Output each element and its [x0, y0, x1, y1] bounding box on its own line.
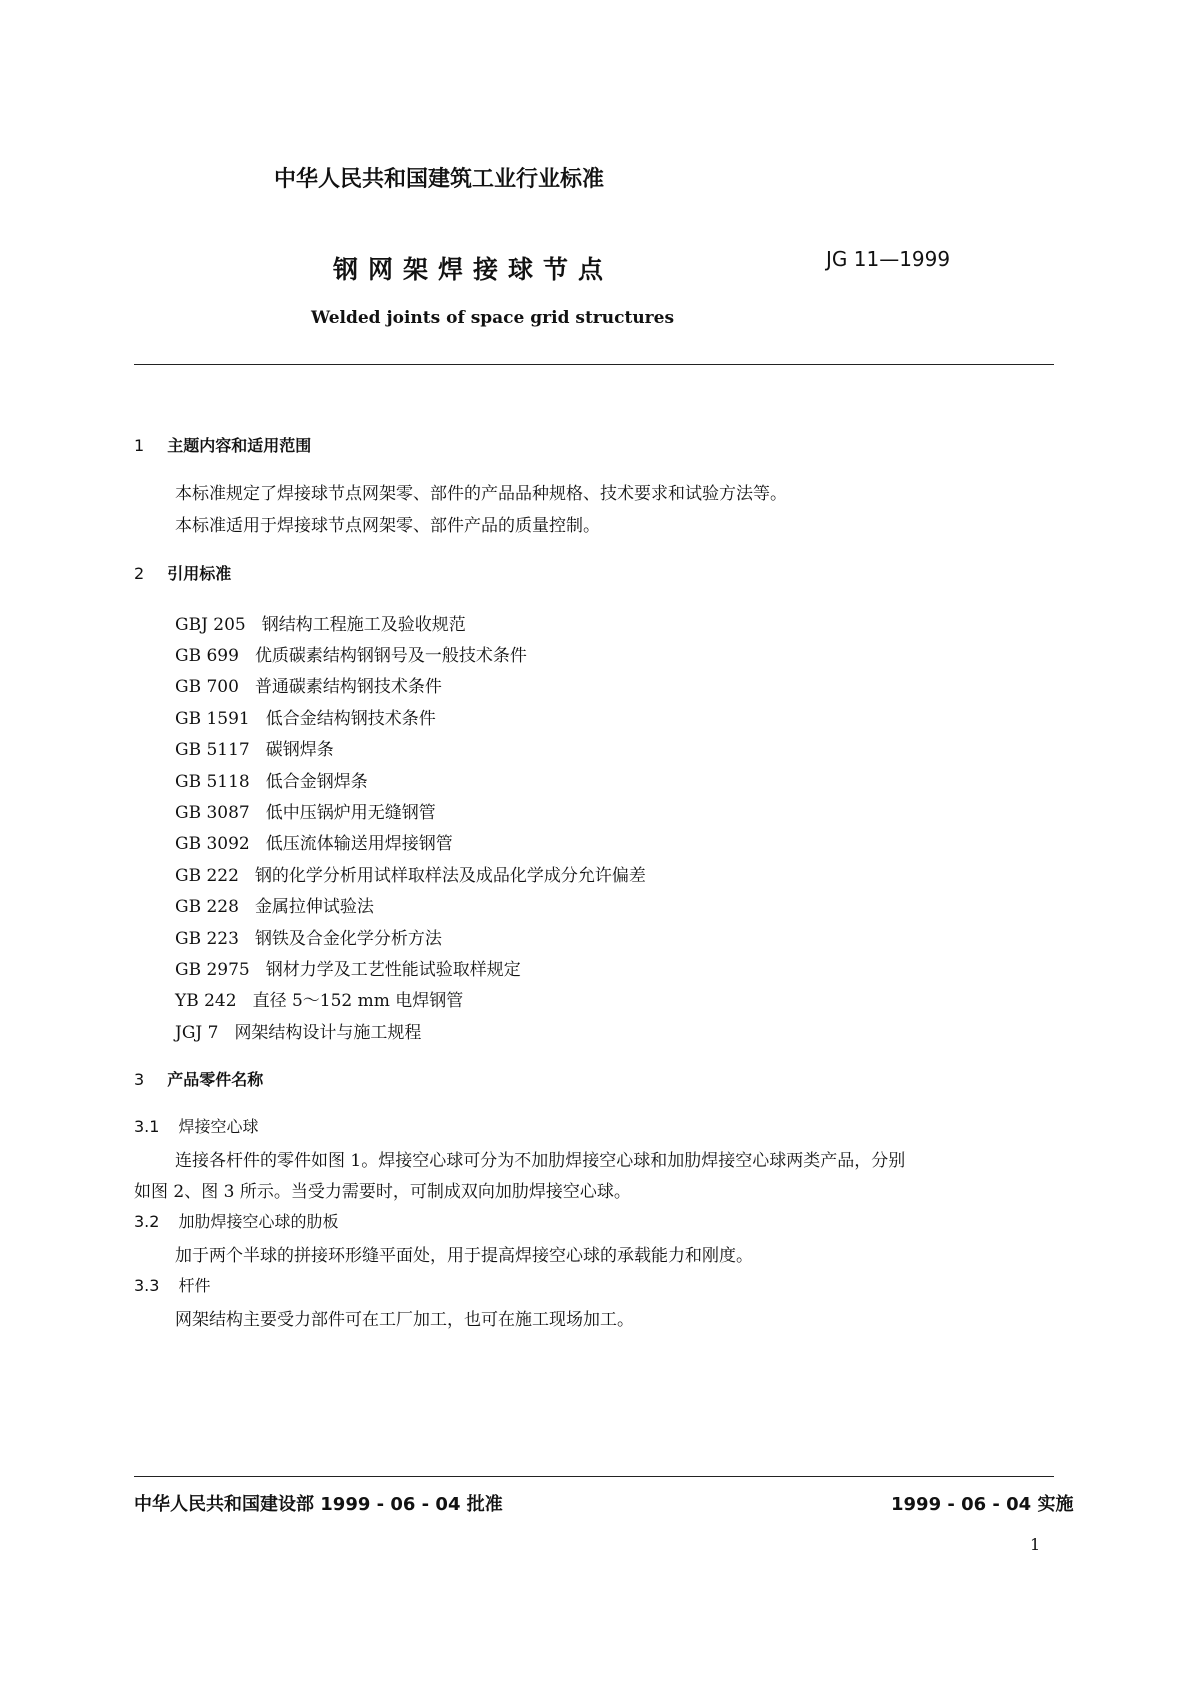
reference-item: [175, 735, 334, 760]
reference-code: YB 242: [175, 991, 237, 1011]
reference-title: 低压流体输送用焊接钢管: [265, 834, 453, 854]
reference-item: [175, 829, 453, 854]
section-1-title: 主题内容和适用范围: [167, 436, 312, 455]
section-2-title: 引用标准: [167, 564, 232, 583]
page-number: 1: [1030, 1535, 1041, 1554]
reference-title: 优质碳素结构钢钢号及一般技术条件: [254, 646, 527, 666]
reference-title: 直径 5～152 mm 电焊钢管: [252, 991, 464, 1011]
section-3-title: 产品零件名称: [167, 1070, 264, 1089]
section-1-paragraph-1: 本标准规定了焊接球节点网架零、部件的产品品种规格、技术要求和试验方法等。: [175, 484, 787, 504]
reference-code: GB 1591: [175, 709, 250, 729]
reference-item: [175, 924, 442, 949]
reference-title: 金属拉伸试验法: [254, 897, 374, 917]
reference-code: GB 700: [175, 677, 239, 697]
reference-item: [175, 1018, 421, 1043]
reference-code: GBJ 205: [175, 615, 246, 635]
footer-rule: [134, 1476, 1054, 1477]
section-3-number: 3: [134, 1070, 145, 1089]
reference-item: [175, 767, 368, 792]
reference-title: 钢铁及合金化学分析方法: [254, 929, 442, 949]
subsection-3-1-paragraph-2: 如图 2、图 3 所示。当受力需要时，可制成双向加肋焊接空心球。: [134, 1182, 631, 1202]
section-3-heading: [134, 1067, 263, 1090]
reference-item: [175, 672, 442, 697]
reference-code: GB 3087: [175, 803, 250, 823]
reference-title: 低合金钢焊条: [265, 772, 368, 792]
reference-item: [175, 892, 374, 917]
reference-code: GB 5117: [175, 740, 250, 760]
approval-line: 中华人民共和国建设部 1999 - 06 - 04 批准: [134, 1494, 503, 1515]
subsection-3-2-number: 3.2: [134, 1212, 160, 1231]
reference-code: GB 228: [175, 897, 239, 917]
subsection-3-1-heading: [134, 1114, 259, 1137]
subsection-3-2-title: 加肋焊接空心球的肋板: [178, 1212, 339, 1231]
reference-title: 低中压锅炉用无缝钢管: [265, 803, 436, 823]
subsection-3-2-paragraph: 加于两个半球的拼接环形缝平面处，用于提高焊接空心球的承载能力和刚度。: [175, 1246, 753, 1266]
effective-date: 1999 - 06 - 04 实施: [891, 1494, 1074, 1515]
reference-item: [175, 986, 463, 1011]
subsection-3-3-number: 3.3: [134, 1276, 160, 1295]
english-title: Welded joints of space grid structures: [311, 308, 675, 328]
section-2-number: 2: [134, 564, 145, 583]
reference-item: [175, 704, 436, 729]
reference-code: GB 5118: [175, 772, 250, 792]
header-rule: [134, 364, 1054, 365]
section-1-number: 1: [134, 436, 145, 455]
subsection-3-3-title: 杆件: [178, 1276, 211, 1295]
subsection-3-1-paragraph-1: 连接各杆件的零件如图 1。焊接空心球可分为不加肋焊接空心球和加肋焊接空心球两类产品，分别: [175, 1151, 906, 1171]
subsection-3-2-heading: [134, 1209, 339, 1232]
section-2-heading: [134, 561, 231, 584]
reference-code: JGJ 7: [175, 1023, 219, 1043]
issuer-heading: 中华人民共和国建筑工业行业标准: [274, 167, 605, 192]
reference-item: [175, 861, 646, 886]
reference-title: 网架结构设计与施工规程: [234, 1023, 422, 1043]
reference-title: 钢结构工程施工及验收规范: [261, 615, 466, 635]
reference-title: 钢材力学及工艺性能试验取样规定: [265, 960, 521, 980]
subsection-3-1-title: 焊接空心球: [178, 1117, 259, 1136]
reference-code: GB 222: [175, 866, 239, 886]
standard-code: JG 11—1999: [826, 247, 951, 271]
reference-code: GB 699: [175, 646, 239, 666]
document-title: 钢网架焊接球节点: [333, 255, 614, 284]
reference-title: 碳钢焊条: [265, 740, 334, 760]
section-1-paragraph-2: 本标准适用于焊接球节点网架零、部件产品的质量控制。: [175, 516, 600, 536]
reference-code: GB 223: [175, 929, 239, 949]
subsection-3-3-paragraph: 网架结构主要受力部件可在工厂加工，也可在施工现场加工。: [175, 1310, 634, 1330]
section-1-heading: [134, 433, 311, 456]
reference-item: [175, 641, 527, 666]
reference-title: 钢的化学分析用试样取样法及成品化学成分允许偏差: [254, 866, 646, 886]
reference-title: 低合金结构钢技术条件: [265, 709, 436, 729]
subsection-3-3-heading: [134, 1273, 211, 1296]
reference-title: 普通碳素结构钢技术条件: [254, 677, 442, 697]
reference-item: [175, 798, 436, 823]
reference-code: GB 2975: [175, 960, 250, 980]
subsection-3-1-number: 3.1: [134, 1117, 160, 1136]
reference-item: [175, 955, 521, 980]
reference-code: GB 3092: [175, 834, 250, 854]
reference-item: [175, 610, 466, 635]
